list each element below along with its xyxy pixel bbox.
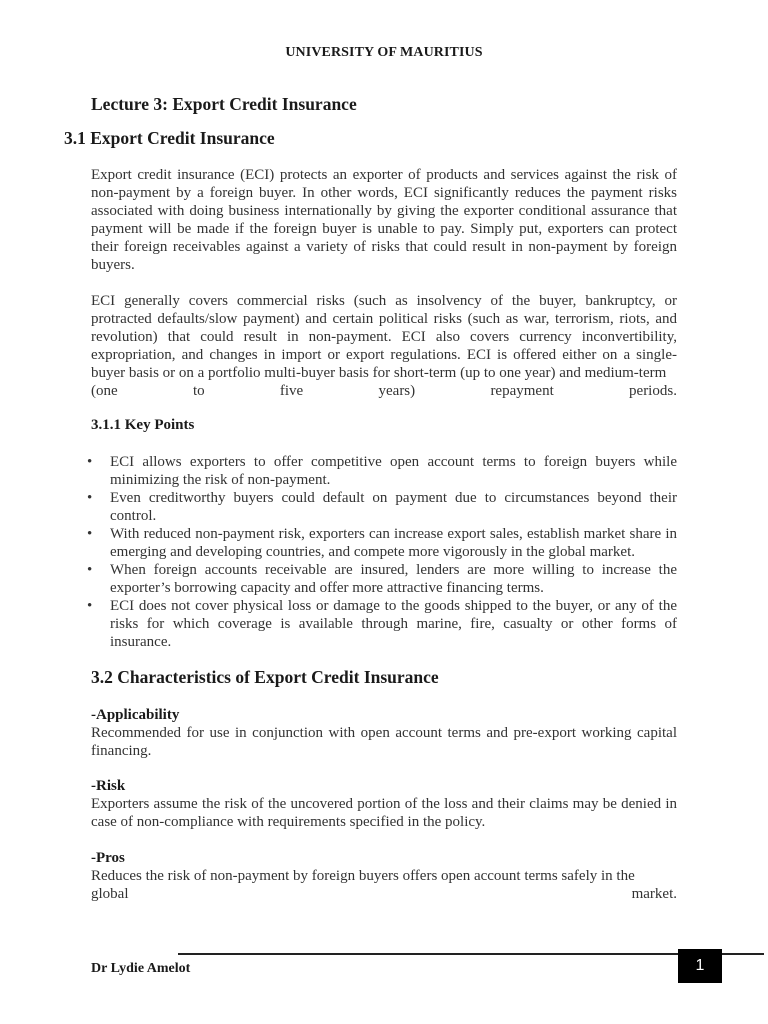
last-line-word: five bbox=[279, 383, 304, 399]
key-points-heading: 3.1.1 Key Points bbox=[91, 417, 195, 433]
last-line-word: years) bbox=[378, 383, 416, 399]
list-item bbox=[87, 597, 677, 651]
pros-label: -Pros bbox=[91, 850, 125, 866]
applicability-block bbox=[91, 706, 677, 760]
bullet-icon: • bbox=[87, 454, 93, 470]
list-item bbox=[87, 489, 677, 525]
section-3-1-heading: 3.1 Export Credit Insurance bbox=[64, 128, 275, 148]
bullet-icon: • bbox=[87, 598, 93, 614]
key-point-text: ECI allows exporters to offer competitive open account terms to foreign buyers while minimizing the risk of non-payment. bbox=[110, 454, 677, 488]
key-point-text: When foreign accounts receivable are insured, lenders are more willing to increase the exporter’s borrowing capacity and offer more attractive financing terms. bbox=[110, 562, 677, 596]
last-line-word: (one bbox=[91, 383, 118, 399]
footer-divider bbox=[178, 953, 764, 955]
section-3-1-paragraph-1: Export credit insurance (ECI) protects an exporter of products and services against the risk of non-payment by a foreign buyer. In other words, ECI significantly reduces the payment risks associated with doing business internationally by giving the exporter conditional assurance that payment will be made if the foreign buyer is unable to pay. Simply put, exporters can protect their foreign receivables against a variety of risks that could result in non-payment by foreign buyers. bbox=[91, 167, 677, 273]
last-line-word: periods. bbox=[629, 383, 677, 399]
risk-label: -Risk bbox=[91, 778, 126, 794]
pros-last-line bbox=[91, 885, 677, 903]
applicability-label: -Applicability bbox=[91, 707, 180, 723]
paragraph-2-last-line bbox=[91, 382, 677, 400]
key-point-text: Even creditworthy buyers could default on payment due to circumstances beyond their control. bbox=[110, 490, 677, 524]
pros-text: Reduces the risk of non-payment by foreign buyers offers open account terms safely in the bbox=[91, 868, 635, 884]
page-number-badge bbox=[678, 949, 722, 983]
applicability-text: Recommended for use in conjunction with open account terms and pre-export working capital financing. bbox=[91, 725, 677, 759]
last-line-word: to bbox=[192, 383, 205, 399]
bullet-icon: • bbox=[87, 490, 93, 506]
list-item bbox=[87, 525, 677, 561]
key-point-text: ECI does not cover physical loss or damage to the goods shipped to the buyer, or any of the risks for which coverage is available through marine, fire, casualty or other forms of insurance. bbox=[110, 598, 677, 650]
page-number: 1 bbox=[695, 957, 705, 974]
lecture-title: Lecture 3: Export Credit Insurance bbox=[91, 94, 357, 114]
pros-block bbox=[91, 849, 677, 903]
key-point-text: With reduced non-payment risk, exporters can increase export sales, establish market share in emerging and developing countries, and compete more vigorously in the global market. bbox=[110, 526, 677, 560]
last-line-word: repayment bbox=[490, 383, 554, 399]
key-points-list bbox=[87, 453, 677, 651]
list-item bbox=[87, 453, 677, 489]
header-institution: UNIVERSITY OF MAURITIUS bbox=[285, 45, 483, 60]
risk-block bbox=[91, 777, 677, 831]
last-line-word: global bbox=[91, 886, 129, 902]
bullet-icon: • bbox=[87, 526, 93, 542]
section-3-1-paragraph-2 bbox=[91, 292, 677, 400]
last-line-word: market. bbox=[631, 886, 677, 902]
list-item bbox=[87, 561, 677, 597]
bullet-icon: • bbox=[87, 562, 93, 578]
risk-text: Exporters assume the risk of the uncovered portion of the loss and their claims may be denied in case of non-compliance with requirements specified in the policy. bbox=[91, 796, 677, 830]
paragraph-2-text: ECI generally covers commercial risks (such as insolvency of the buyer, bankruptcy, or protracted defaults/slow payment) and certain political risks (such as war, terrorism, riots, and revolution) that could result in non-payment. ECI also covers currency inconvertibility, expropriation, and changes in import or export regulations. ECI is offered either on a single-buyer basis or on a portfolio multi-buyer basis for short-term (up to one year) and medium-term bbox=[91, 293, 677, 381]
footer-author: Dr Lydie Amelot bbox=[91, 961, 191, 976]
section-3-2-heading: 3.2 Characteristics of Export Credit Insurance bbox=[91, 667, 439, 687]
